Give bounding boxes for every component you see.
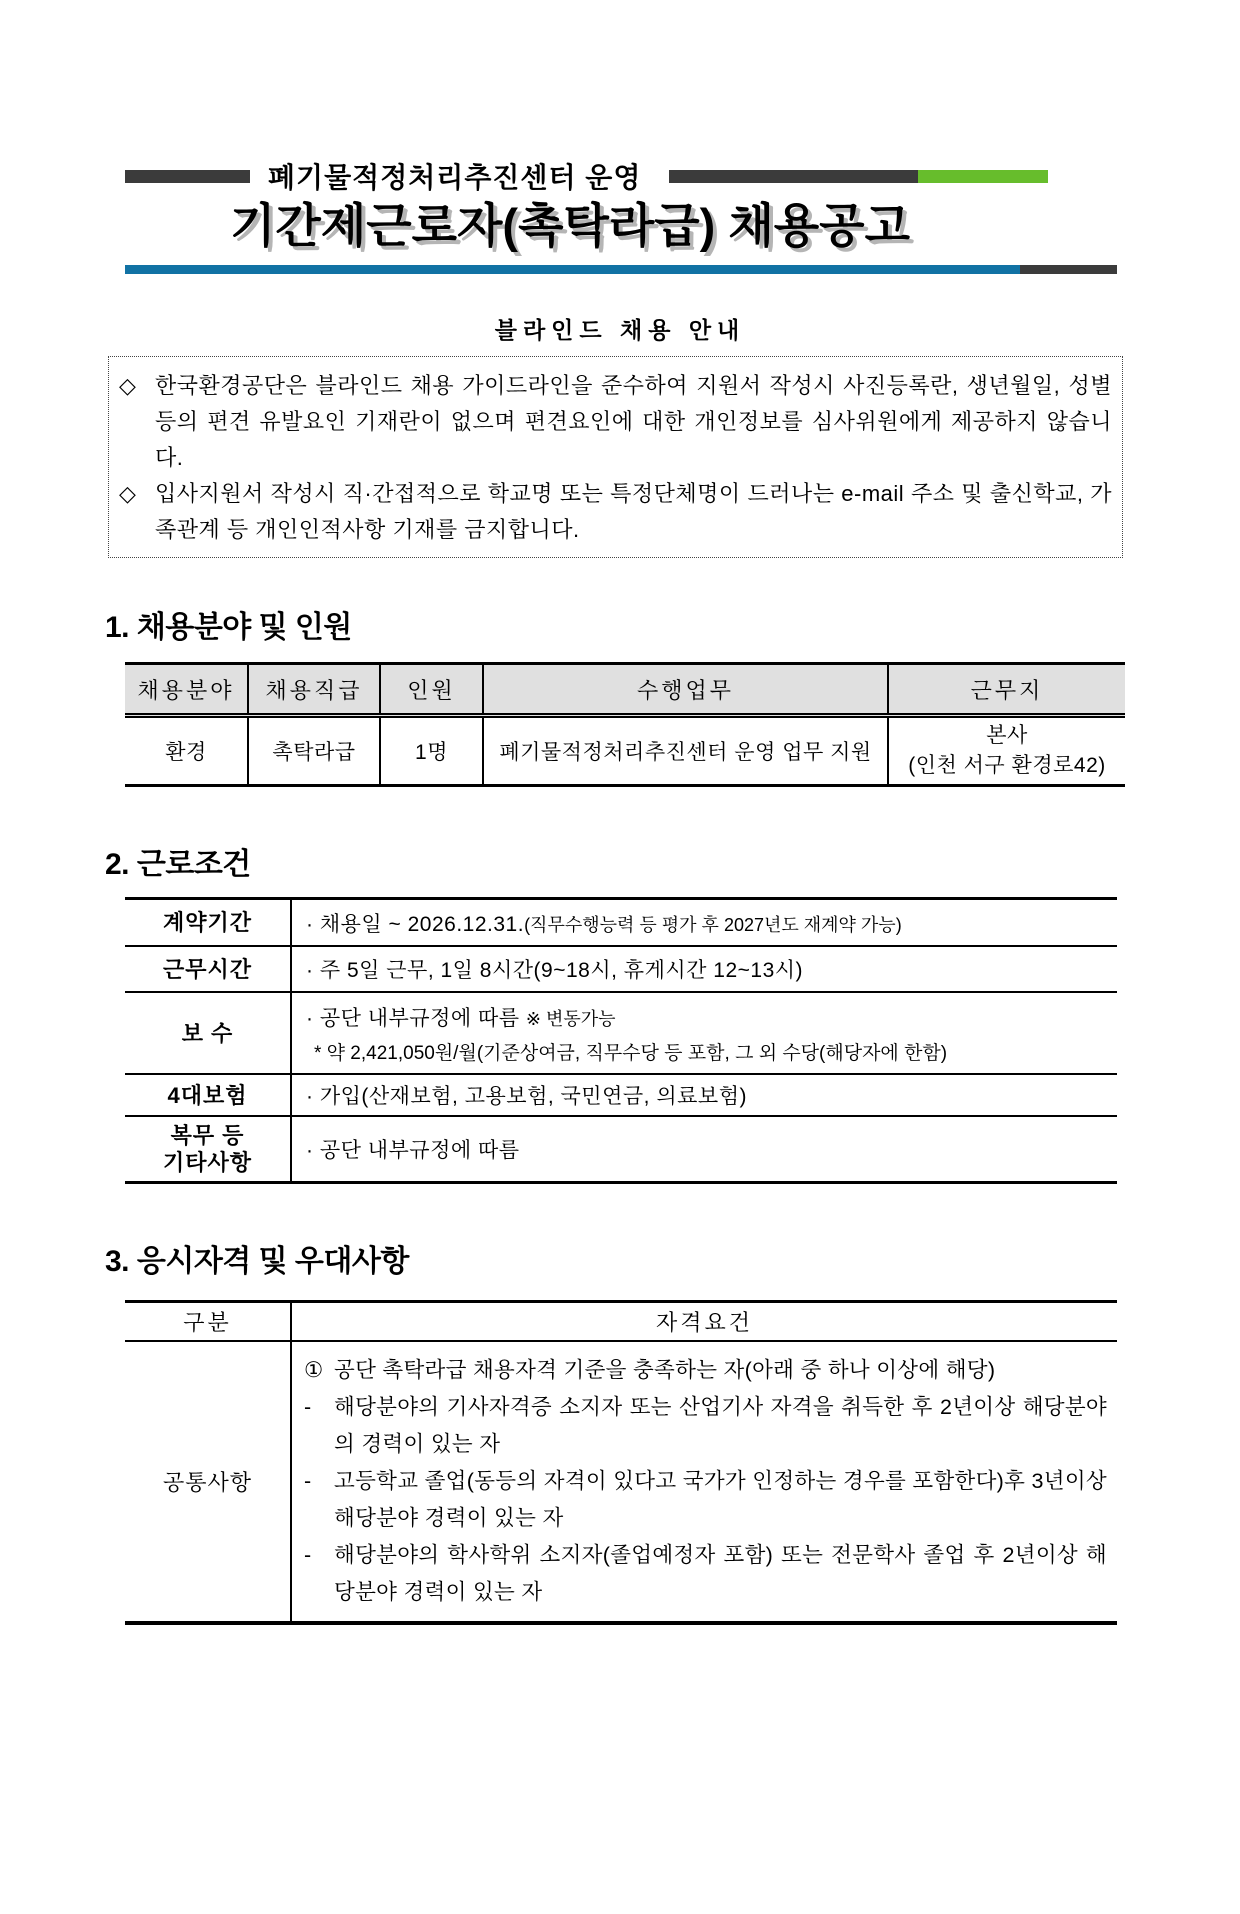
value-main: · 가입(산재보험, 고용보험, 국민연금, 의료보험) bbox=[306, 1085, 747, 1108]
column-header: 채용분야 bbox=[125, 664, 248, 716]
recruit-table bbox=[125, 662, 1125, 787]
value-note: (직무수행능력 등 평가 후 2027년도 재계약 가능) bbox=[524, 914, 902, 935]
dark-rule-segment bbox=[1020, 265, 1117, 274]
value-subline: * 약 2,421,050원/월(기준상여금, 직무수당 등 포함, 그 외 수당(해당자에 한함) bbox=[314, 1042, 948, 1064]
value-main: · 공단 내부규정에 따름 bbox=[306, 1006, 520, 1030]
cell-grade: 촉탁라급 bbox=[248, 716, 380, 786]
green-bar bbox=[918, 170, 1048, 183]
column-header: 인원 bbox=[380, 664, 483, 716]
qualification-item bbox=[304, 1389, 1107, 1463]
title-underline bbox=[125, 265, 1135, 274]
blind-notice-item bbox=[119, 476, 1112, 548]
cell-field: 환경 bbox=[165, 741, 207, 764]
item-marker: ① bbox=[304, 1358, 324, 1382]
item-text: 해당분야의 학사학위 소지자(졸업예정자 포함) 또는 전문학사 졸업 후 2년이상 해당분야 경력이 있는 자 bbox=[334, 1543, 1107, 1604]
blind-notice-title: 블라인드 채용 안내 bbox=[494, 317, 746, 343]
value-main: · 주 5일 근무, 1일 8시간(9~18시, 휴게시간 12~13시) bbox=[306, 959, 804, 982]
recruit-table-row bbox=[125, 716, 1125, 786]
value-note: ※ 변동가능 bbox=[525, 1008, 616, 1029]
row-label: 보 수 bbox=[125, 992, 291, 1074]
value-main: · 공단 내부규정에 따름 bbox=[306, 1139, 520, 1162]
row-value bbox=[291, 1116, 1117, 1183]
row-label-line: 기타사항 bbox=[162, 1150, 252, 1175]
eligibility-table bbox=[125, 1300, 1117, 1625]
column-header: 근무지 bbox=[888, 664, 1125, 716]
column-header: 수행업무 bbox=[483, 664, 888, 716]
row-value bbox=[291, 1074, 1117, 1116]
blind-notice-box bbox=[108, 356, 1123, 558]
item-text: 해당분야의 기사자격증 소지자 또는 산업기사 자격을 취득한 후 2년이상 해당분야의 경력이 있는 자 bbox=[334, 1395, 1107, 1456]
diamond-bullet-icon: ◇ bbox=[119, 373, 137, 398]
dark-bar-left bbox=[125, 170, 250, 183]
column-header: 구분 bbox=[125, 1302, 291, 1342]
dark-bar-right bbox=[669, 170, 918, 183]
item-text: 고등학교 졸업(동등의 자격이 있다고 국가가 인정하는 경우를 포함한다)후 3년이상 해당분야 경력이 있는 자 bbox=[334, 1469, 1107, 1530]
qualification-item bbox=[304, 1463, 1107, 1537]
header-dept-row bbox=[125, 160, 1135, 192]
document-page bbox=[0, 160, 1240, 1625]
item-marker: - bbox=[304, 1543, 312, 1567]
row-label: 4대보험 bbox=[125, 1074, 291, 1116]
cell-headcount: 1명 bbox=[380, 716, 483, 786]
row-label bbox=[125, 1116, 291, 1183]
conditions-table bbox=[125, 897, 1117, 1184]
row-label: 공통사항 bbox=[162, 1470, 252, 1495]
location-line: (인천 서구 환경로42) bbox=[908, 754, 1106, 777]
qualification-item bbox=[304, 1352, 1107, 1389]
diamond-bullet-icon: ◇ bbox=[119, 481, 137, 506]
table-row bbox=[125, 946, 1117, 992]
page-title: 기간제근로자(촉탁라급) 채용공고 bbox=[230, 199, 910, 252]
recruit-table-header-row bbox=[125, 664, 1125, 716]
table-row bbox=[125, 1074, 1117, 1116]
row-label: 계약기간 bbox=[162, 910, 252, 935]
value-line bbox=[306, 1002, 1117, 1032]
qualification-item bbox=[304, 1537, 1107, 1611]
cell-duties: 폐기물적정처리추진센터 운영 업무 지원 bbox=[483, 716, 888, 786]
row-label: 근무시간 bbox=[125, 946, 291, 992]
column-header: 채용직급 bbox=[248, 664, 380, 716]
table-row bbox=[125, 899, 1117, 947]
row-value bbox=[291, 946, 1117, 992]
item-marker: - bbox=[304, 1469, 312, 1493]
blind-notice-text: 입사지원서 작성시 직·간접적으로 학교명 또는 특정단체명이 드러나는 e-mail 주소 및 출신학교, 가족관계 등 개인인적사항 기재를 금지합니다. bbox=[155, 481, 1112, 542]
value-main: · 채용일 ~ 2026.12.31. bbox=[306, 912, 525, 936]
table-row bbox=[125, 1116, 1117, 1183]
column-header: 자격요건 bbox=[291, 1302, 1117, 1342]
item-marker: - bbox=[304, 1395, 312, 1419]
section-heading-eligibility: 3. 응시자격 및 우대사항 bbox=[105, 1245, 409, 1278]
blind-notice-item bbox=[119, 368, 1112, 476]
blue-rule-segment bbox=[125, 265, 1020, 274]
dept-line: 폐기물적정처리추진센터 운영 bbox=[268, 162, 642, 193]
item-text: 공단 촉탁라급 채용자격 기준을 충족하는 자(아래 중 하나 이상에 해당) bbox=[334, 1358, 996, 1382]
cell-location bbox=[888, 716, 1125, 786]
eligibility-table-header-row bbox=[125, 1302, 1117, 1342]
blind-notice-text: 한국환경공단은 블라인드 채용 가이드라인을 준수하여 지원서 작성시 사진등록란, 생년월일, 성별 등의 편견 유발요인 기재란이 없으며 편견요인에 대한 개인정보를 심사위원에게 제공하지 않습니다. bbox=[155, 373, 1112, 470]
row-label-line: 복무 등 bbox=[170, 1123, 245, 1148]
section-heading-recruit: 1. 채용분야 및 인원 bbox=[105, 611, 352, 644]
table-row bbox=[125, 992, 1117, 1074]
row-value bbox=[291, 899, 1117, 947]
row-value bbox=[291, 992, 1117, 1074]
eligibility-table-row bbox=[125, 1341, 1117, 1623]
location-line: 본사 bbox=[986, 724, 1028, 747]
section-heading-conditions: 2. 근로조건 bbox=[105, 848, 251, 881]
qualification-list bbox=[291, 1341, 1117, 1623]
